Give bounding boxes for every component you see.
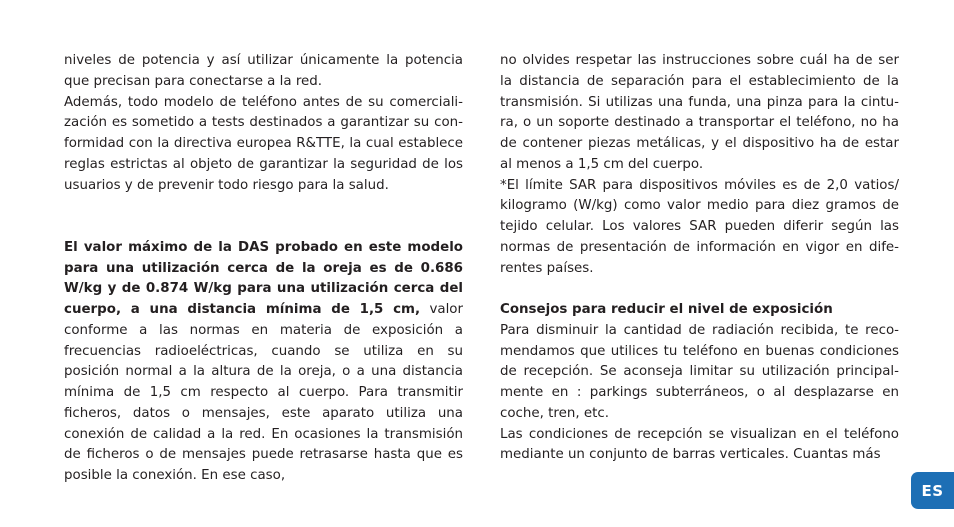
right-column — [500, 51, 899, 466]
paragraph-sar-limit: *El límite SAR para dispositivos móviles es de 2,0 vatios/ kilogramo (W/kg) como valor medio para diez gramos de tejido celular. Los valores SAR pueden diferir según las normas de presentación de información en vigor en diferentes países. — [500, 177, 899, 276]
paragraph-reduce-radiation: Para disminuir la cantidad de radiación recibida, te recomendamos que utilices tu teléfono en buenas condiciones de recepción. Se aconseja limitar su utilización principalmente en : parkings subterráneos, o al desplazarse en coche, tren, etc. — [500, 322, 899, 421]
sar-values-bold-text: El valor máximo de la DAS probado en este modelo para una utilización cerca de la oreja es de 0.686 W/kg y de 0.874 W/kg para una utilización cerca del cuerpo, a una distancia mínima de 1,5 cm, — [64, 239, 463, 317]
paragraph-power-levels: niveles de potencia y así utilizar únicamente la potencia que precisan para conectarse a la red. — [64, 53, 463, 89]
left-column — [64, 51, 463, 487]
sar-values-text: valor conforme a las normas en materia de exposición a frecuencias radioeléctricas, cuando se utiliza en su posición normal a la altura de la oreja, o a una distancia mínima de 1,5 cm respecto al cuerpo. Para transmitir ficheros, datos o mensajes, este aparato utiliza una conexión de calidad a la red. En ocasiones la transmisión de ficheros o de mensajes puede retrasarse hasta que es posible la conexión. En ese caso, — [64, 302, 464, 483]
language-badge — [911, 472, 954, 509]
paragraph-separation-distance: no olvides respetar las instrucciones sobre cuál ha de ser la distancia de separación para el establecimiento de la transmisión. Si utilizas una funda, una pinza para la cintura, o un soporte destinado a transportar el teléfono, no ha de contener piezas metálicas, y el dispositivo ha de estar al menos a 1,5 cm del cuerpo. — [500, 53, 899, 172]
section-heading-exposure-tips: Consejos para reducir el nivel de exposición — [500, 302, 833, 317]
language-badge-label: ES — [921, 481, 944, 500]
paragraph-spacer — [64, 196, 463, 238]
paragraph-reception-bars: Las condiciones de recepción se visualizan en el teléfono mediante un conjunto de barras verticales. Cuantas más — [500, 426, 899, 463]
paragraph-conformity-tests: Además, todo modelo de teléfono antes de su comercialización es sometido a tests destinados a garantizar su conformidad con la directiva europea R&TTE, la cual establece reglas estrictas al objeto de garantizar la seguridad de los usuarios y de prevenir todo riesgo para la salud. — [64, 94, 463, 193]
paragraph-spacer — [500, 279, 899, 300]
paragraph-sar-values — [64, 238, 463, 487]
